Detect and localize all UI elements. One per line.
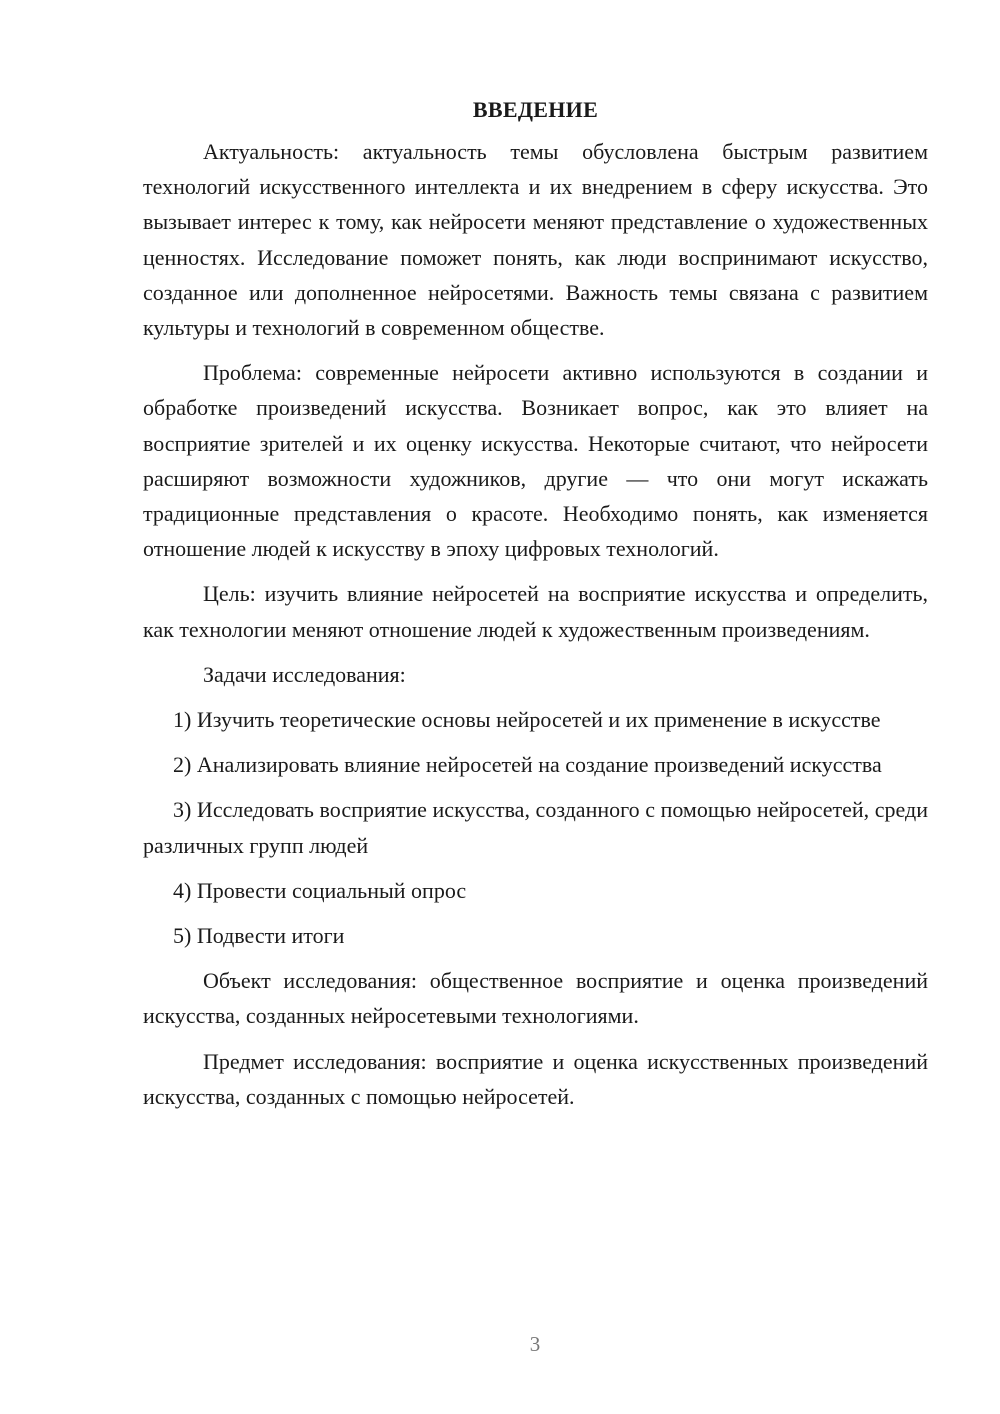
task-item-2: 2) Анализировать влияние нейросетей на создание произведений искусства [173, 752, 882, 778]
paragraph-problem: Проблема: современные нейросети активно используются в создании и обработке произведений искусства. Возникает вопрос, как это влияет на восприятие зрителей и их оценку искусства. Некоторые считают, что нейросети расширяют возможности художников, другие — что они могут искажать традиционные представления о красоте. Необходимо понять, как изменяется отношение людей к искусству в эпоху цифровых технологий. [143, 360, 928, 562]
task-item-5: 5) Подвести итоги [173, 923, 345, 949]
document-page [143, 94, 928, 1114]
paragraph-relevance: Актуальность: актуальность темы обусловлена быстрым развитием технологий искусственного интеллекта и их внедрением в сферу искусства. Это вызывает интерес к тому, как нейросети меняют представление о художественных ценностях. Исследование поможет понять, как люди воспринимают искусство, созданное или дополненное нейросетями. Важность темы связана с развитием культуры и технологий в современном обществе. [143, 139, 928, 341]
paragraph-subject: Предмет исследования: восприятие и оценка искусственных произведений искусства, созданных с помощью нейросетей. [143, 1048, 928, 1109]
page-number: 3 [529, 1332, 541, 1356]
section-heading: ВВЕДЕНИЕ [472, 97, 599, 122]
task-item-3: 3) Исследовать восприятие искусства, созданного с помощью нейросетей, среди различных групп людей [143, 797, 928, 858]
paragraph-object: Объект исследования: общественное восприятие и оценка произведений искусства, созданных нейросетевыми технологиями. [143, 968, 928, 1029]
task-item-1: 1) Изучить теоретические основы нейросетей и их применение в искусстве [173, 707, 881, 733]
task-item-4: 4) Провести социальный опрос [173, 877, 467, 903]
paragraph-tasks-title: Задачи исследования: [203, 661, 406, 687]
paragraph-goal: Цель: изучить влияние нейросетей на восприятие искусства и определить, как технологии меняют отношение людей к художественным произведениям. [143, 581, 928, 642]
